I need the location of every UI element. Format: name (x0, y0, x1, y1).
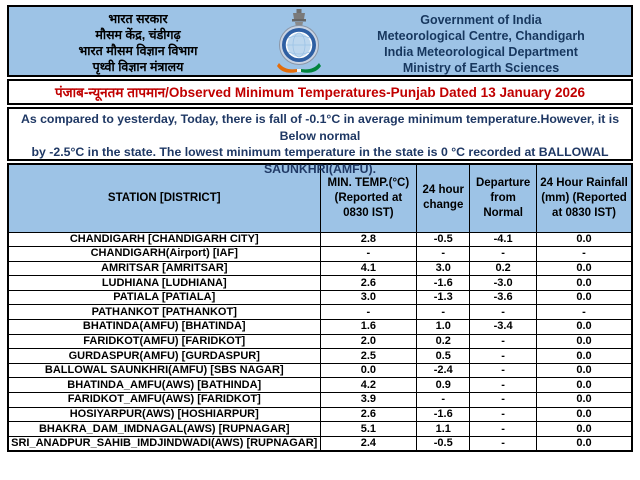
cell-change: 0.5 (417, 349, 470, 364)
cell-departure: - (470, 393, 537, 408)
observations-table (7, 163, 633, 452)
cell-departure: -3.6 (470, 290, 537, 305)
cell-station: PATIALA [PATIALA] (8, 290, 320, 305)
cell-rainfall: 0.0 (537, 232, 632, 247)
english-line-4: Ministry of Earth Sciences (402, 61, 560, 75)
cell-min-temp: 4.1 (320, 261, 417, 276)
imd-logo (267, 7, 331, 75)
cell-rainfall: - (537, 247, 632, 262)
cell-departure: -3.0 (470, 276, 537, 291)
table-row (8, 393, 632, 408)
cell-min-temp: 3.9 (320, 393, 417, 408)
cell-departure: - (470, 349, 537, 364)
report-title: पंजाब-न्यूनतम तापमान/Observed Minimum Temperatures-Punjab Dated 13 January 2026 (7, 79, 633, 105)
cell-rainfall: - (537, 305, 632, 320)
cell-change: -0.5 (417, 436, 470, 451)
cell-station: FARIDKOT(AMFU) [FARIDKOT] (8, 334, 320, 349)
hindi-line-2: मौसम केंद्र, चंडीगढ़ (95, 28, 181, 42)
table-row (8, 378, 632, 393)
imd-emblem-icon (271, 7, 327, 75)
english-line-3: India Meteorological Department (384, 45, 578, 59)
cell-rainfall: 0.0 (537, 378, 632, 393)
cell-rainfall: 0.0 (537, 276, 632, 291)
cell-rainfall: 0.0 (537, 393, 632, 408)
col-header-rainfall: 24 Hour Rainfall (mm) (Reported at 0830 IST) (537, 164, 632, 232)
table-row (8, 276, 632, 291)
hindi-line-3: भारत मौसम विज्ञान विभाग (78, 44, 198, 58)
cell-change: 1.1 (417, 422, 470, 437)
cell-departure: -3.4 (470, 320, 537, 335)
cell-rainfall: 0.0 (537, 407, 632, 422)
cell-change: -1.6 (417, 407, 470, 422)
cell-change: - (417, 247, 470, 262)
cell-change: 3.0 (417, 261, 470, 276)
table-row (8, 436, 632, 451)
cell-departure: - (470, 422, 537, 437)
cell-min-temp: 2.4 (320, 436, 417, 451)
cell-departure: - (470, 378, 537, 393)
cell-change: 0.9 (417, 378, 470, 393)
cell-station: AMRITSAR [AMRITSAR] (8, 261, 320, 276)
cell-min-temp: - (320, 305, 417, 320)
table-row (8, 305, 632, 320)
cell-station: PATHANKOT [PATHANKOT] (8, 305, 320, 320)
cell-station: BHAKRA_DAM_IMDNAGAL(AWS) [RUPNAGAR] (8, 422, 320, 437)
table-row (8, 334, 632, 349)
hindi-line-1: भारत सरकार (108, 12, 168, 26)
cell-change: -1.3 (417, 290, 470, 305)
cell-departure: - (470, 407, 537, 422)
cell-min-temp: 4.2 (320, 378, 417, 393)
cell-rainfall: 0.0 (537, 320, 632, 335)
cell-departure: - (470, 305, 537, 320)
report-page (7, 5, 633, 452)
hindi-line-4: पृथ्वी विज्ञान मंत्रालय (92, 60, 184, 74)
cell-station: HOSIYARPUR(AWS) [HOSHIARPUR] (8, 407, 320, 422)
table-row (8, 363, 632, 378)
summary-line-2: by -2.5°C in the state. The lowest minimum temperature in the state is 0 °C recorded at BALLOWAL (31, 145, 609, 159)
cell-station: FARIDKOT_AMFU(AWS) [FARIDKOT] (8, 393, 320, 408)
cell-rainfall: 0.0 (537, 290, 632, 305)
table-row (8, 320, 632, 335)
cell-departure: -4.1 (470, 232, 537, 247)
cell-change: - (417, 305, 470, 320)
cell-min-temp: 3.0 (320, 290, 417, 305)
cell-change: 1.0 (417, 320, 470, 335)
cell-min-temp: - (320, 247, 417, 262)
table-row (8, 349, 632, 364)
cell-change: -2.4 (417, 363, 470, 378)
cell-station: CHANDIGARH [CHANDIGARH CITY] (8, 232, 320, 247)
letterhead-english (331, 7, 631, 75)
cell-departure: - (470, 436, 537, 451)
cell-departure: 0.2 (470, 261, 537, 276)
cell-station: BALLOWAL SAUNKHRI(AMFU) [SBS NAGAR] (8, 363, 320, 378)
cell-min-temp: 2.8 (320, 232, 417, 247)
table-row (8, 422, 632, 437)
cell-rainfall: 0.0 (537, 436, 632, 451)
english-line-1: Government of India (420, 13, 542, 27)
col-header-station: STATION [DISTRICT] (8, 164, 320, 232)
cell-station: GURDASPUR(AMFU) [GURDASPUR] (8, 349, 320, 364)
cell-station: BHATINDA(AMFU) [BHATINDA] (8, 320, 320, 335)
cell-rainfall: 0.0 (537, 422, 632, 437)
cell-station: SRI_ANADPUR_SAHIB_IMDJINDWADI(AWS) [RUPNAGAR] (8, 436, 320, 451)
cell-change: - (417, 393, 470, 408)
cell-station: LUDHIANA [LUDHIANA] (8, 276, 320, 291)
table-row (8, 247, 632, 262)
summary-line-3: SAUNKHRI(AMFU). (263, 161, 377, 176)
letterhead (7, 5, 633, 77)
cell-min-temp: 2.6 (320, 407, 417, 422)
cell-min-temp: 5.1 (320, 422, 417, 437)
cell-station: BHATINDA_AMFU(AWS) [BATHINDA] (8, 378, 320, 393)
cell-departure: - (470, 334, 537, 349)
table-row (8, 407, 632, 422)
cell-min-temp: 0.0 (320, 363, 417, 378)
cell-change: -0.5 (417, 232, 470, 247)
cell-rainfall: 0.0 (537, 334, 632, 349)
cell-station: CHANDIGARH(Airport) [IAF] (8, 247, 320, 262)
station-table-body (8, 232, 632, 451)
cell-change: -1.6 (417, 276, 470, 291)
table-row (8, 232, 632, 247)
table-row (8, 261, 632, 276)
summary-line-1: As compared to yesterday, Today, there is fall of -0.1°C in average minimum temperature.However, it is Below normal (20, 112, 620, 143)
cell-min-temp: 1.6 (320, 320, 417, 335)
english-line-2: Meteorological Centre, Chandigarh (377, 29, 585, 43)
cell-min-temp: 2.0 (320, 334, 417, 349)
letterhead-hindi (9, 7, 267, 75)
col-header-min-temp: MIN. TEMP.(°C) (Reported at 0830 IST) (320, 164, 417, 232)
cell-rainfall: 0.0 (537, 363, 632, 378)
summary-text (7, 107, 633, 176)
cell-rainfall: 0.0 (537, 349, 632, 364)
table-row (8, 290, 632, 305)
cell-rainfall: 0.0 (537, 261, 632, 276)
col-header-departure: Departure from Normal (470, 164, 537, 232)
cell-min-temp: 2.6 (320, 276, 417, 291)
cell-departure: - (470, 363, 537, 378)
cell-change: 0.2 (417, 334, 470, 349)
cell-departure: - (470, 247, 537, 262)
cell-min-temp: 2.5 (320, 349, 417, 364)
col-header-24h-change: 24 hour change (417, 164, 470, 232)
